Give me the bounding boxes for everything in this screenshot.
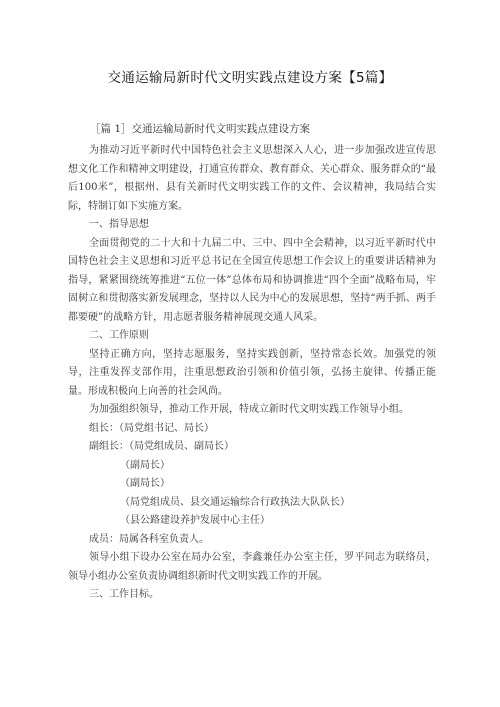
- deputy-member-3: （局党组成员、县交通运输综合行政执法大队队长）: [120, 496, 350, 508]
- guiding-thought-paragraph: 全面贯彻党的二十大和十九届二中、三中、四中全会精神，以习近平新时代中国特色社会主义思想和习近平总书记在全国宣传思想工作会议上的重要讲话精神为指导，紧紧围绕统筹推进“五位一体”总体布局和协调推进“四个全面”战略布局，牢固树立和贯彻落实新发展理念，坚持以人民为中心的发展思想，坚持“两手抓、两手都要硬”的战略方针，用志愿者服务精神展现交通人风采。: [68, 237, 436, 323]
- deputy-member-4: （县公路建设养护发展中心主任）: [120, 515, 270, 526]
- members-line: 成员：局属各科室负责人。: [89, 533, 209, 545]
- deputy-member-1: （副局长）: [120, 459, 170, 471]
- deputy-leader-line: 副组长：（局党组成员、副局长）: [89, 441, 234, 452]
- leadership-group-paragraph: 为加强组织领导，推动工作开展，特成立新时代文明实践工作领导小组。: [89, 404, 409, 415]
- heading-work-principles: 二、工作原则: [89, 330, 149, 341]
- group-leader-line: 组长：（局党组书记、局长）: [89, 422, 214, 434]
- section-title: ［篇 1］交通运输局新时代文明实践点建设方案: [90, 123, 311, 135]
- heading-work-goals: 三、工作目标。: [89, 589, 159, 600]
- document-title: 交通运输局新时代文明实践点建设方案【5篇】: [107, 70, 393, 86]
- intro-paragraph: 为推动习近平新时代中国特色社会主义思想深入人心，进一步加强改进宣传思想文化工作和精神文明建设，打通宣传群众、教育群众、关心群众、服务群众的“最后100米”，根据州、县有关新时代文明实践工作的文件、会议精神，我局结合实际，特制订如下实施方案。: [68, 145, 436, 212]
- work-principles-paragraph: 坚持正确方向，坚持志愿服务，坚持实践创新，坚持常态长效。加强党的领导，注重发挥支部作用，注重思想政治引领和价值引领，弘扬主旋律、传播正能量。形成积极向上向善的社会风尚。: [68, 348, 436, 397]
- office-paragraph: 领导小组下设办公室在局办公室，李鑫兼任办公室主任，罗平同志为联络员，领导小组办公室负责协调组织新时代文明实践工作的开展。: [68, 552, 436, 582]
- heading-guiding-thought: 一、指导思想: [89, 219, 149, 230]
- deputy-member-2: （副局长）: [120, 478, 170, 489]
- document-body: [68, 120, 436, 605]
